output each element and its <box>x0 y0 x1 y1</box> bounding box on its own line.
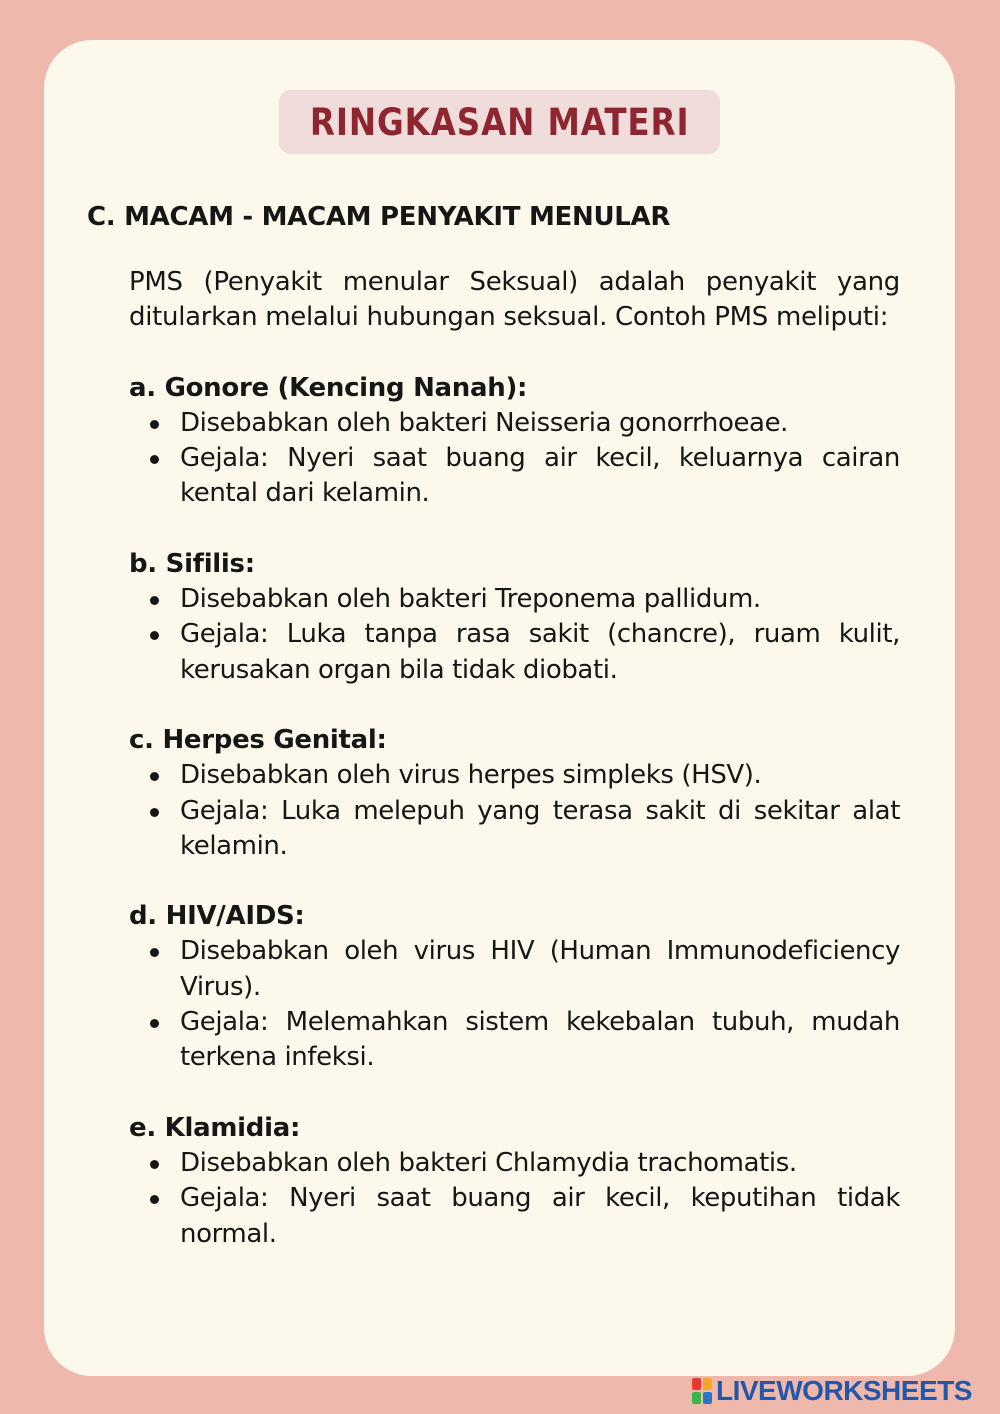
bullet-item <box>129 1005 900 1076</box>
bullet-item <box>129 617 900 688</box>
watermark-text: LIVEWORKSHEETS <box>716 1375 972 1406</box>
bullet-dot-icon <box>150 631 159 640</box>
disease-title: e. Klamidia: <box>129 1112 301 1143</box>
bullet-dot-icon <box>150 1195 159 1204</box>
bullet-item <box>129 1146 900 1181</box>
bullet-text: Disebabkan oleh bakteri Chlamydia trachomatis. <box>180 1147 797 1178</box>
bullet-item <box>129 1181 900 1252</box>
bullet-item <box>129 441 900 512</box>
bullet-text: Gejala: Melemahkan sistem kekebalan tubuh, mudah terkena infeksi. <box>180 1007 900 1073</box>
bullet-text: Gejala: Nyeri saat buang air kecil, keluarnya cairan kental dari kelamin. <box>180 443 900 509</box>
bullet-text: Disebabkan oleh bakteri Neisseria gonorrhoeae. <box>180 407 789 438</box>
bullet-item <box>129 582 900 617</box>
bullet-dot-icon <box>150 772 159 781</box>
bullet-dot-icon <box>150 455 159 464</box>
intro-paragraph: PMS (Penyakit menular Seksual) adalah penyakit yang ditularkan melalui hubungan seksual. Contoh PMS meliputi: <box>129 267 900 333</box>
content-card <box>44 40 955 1376</box>
bullet-dot-icon <box>150 420 159 429</box>
disease-title: c. Herpes Genital: <box>129 724 387 755</box>
bullet-list <box>129 758 900 864</box>
bullet-item <box>129 758 900 793</box>
bullet-list <box>129 934 900 1075</box>
bullet-item <box>129 406 900 441</box>
bullet-dot-icon <box>150 808 159 817</box>
bullet-dot-icon <box>150 948 159 957</box>
bullet-list <box>129 406 900 512</box>
bullet-item <box>129 794 900 865</box>
logo-tile-icon <box>703 1378 712 1390</box>
disease-title: a. Gonore (Kencing Nanah): <box>129 372 528 403</box>
bullet-dot-icon <box>150 1160 159 1169</box>
bullet-list <box>129 1146 900 1252</box>
bullet-text: Disebabkan oleh bakteri Treponema pallidum. <box>180 584 761 615</box>
content-body <box>129 265 900 1252</box>
logo-tile-icon <box>703 1392 712 1404</box>
page-title: RINGKASAN MATERI <box>309 100 690 144</box>
bullet-text: Disebabkan oleh virus herpes simpleks (HSV). <box>180 760 762 791</box>
logo-tile-icon <box>692 1378 701 1390</box>
disease-gonore <box>129 371 900 512</box>
bullet-text: Disebabkan oleh virus HIV (Human Immunodeficiency Virus). <box>180 936 900 1002</box>
bullet-list <box>129 582 900 688</box>
title-banner <box>279 90 720 154</box>
bullet-text: Gejala: Luka melepuh yang terasa sakit di sekitar alat kelamin. <box>180 795 900 861</box>
disease-hiv-aids <box>129 899 900 1075</box>
disease-herpes-genital <box>129 723 900 864</box>
bullet-text: Gejala: Luka tanpa rasa sakit (chancre), ruam kulit, kerusakan organ bila tidak diobati. <box>180 619 900 685</box>
disease-title: b. Sifilis: <box>129 548 255 579</box>
disease-title: d. HIV/AIDS: <box>129 901 305 932</box>
disease-klamidia <box>129 1111 900 1252</box>
liveworksheets-logo-icon <box>692 1378 712 1404</box>
bullet-dot-icon <box>150 596 159 605</box>
disease-sifilis <box>129 547 900 688</box>
logo-tile-icon <box>692 1392 701 1404</box>
liveworksheets-watermark[interactable] <box>692 1376 972 1406</box>
section-heading: C. MACAM - MACAM PENYAKIT MENULAR <box>87 202 671 232</box>
bullet-dot-icon <box>150 1019 159 1028</box>
bullet-item <box>129 934 900 1005</box>
bullet-text: Gejala: Nyeri saat buang air kecil, keputihan tidak normal. <box>180 1183 900 1249</box>
